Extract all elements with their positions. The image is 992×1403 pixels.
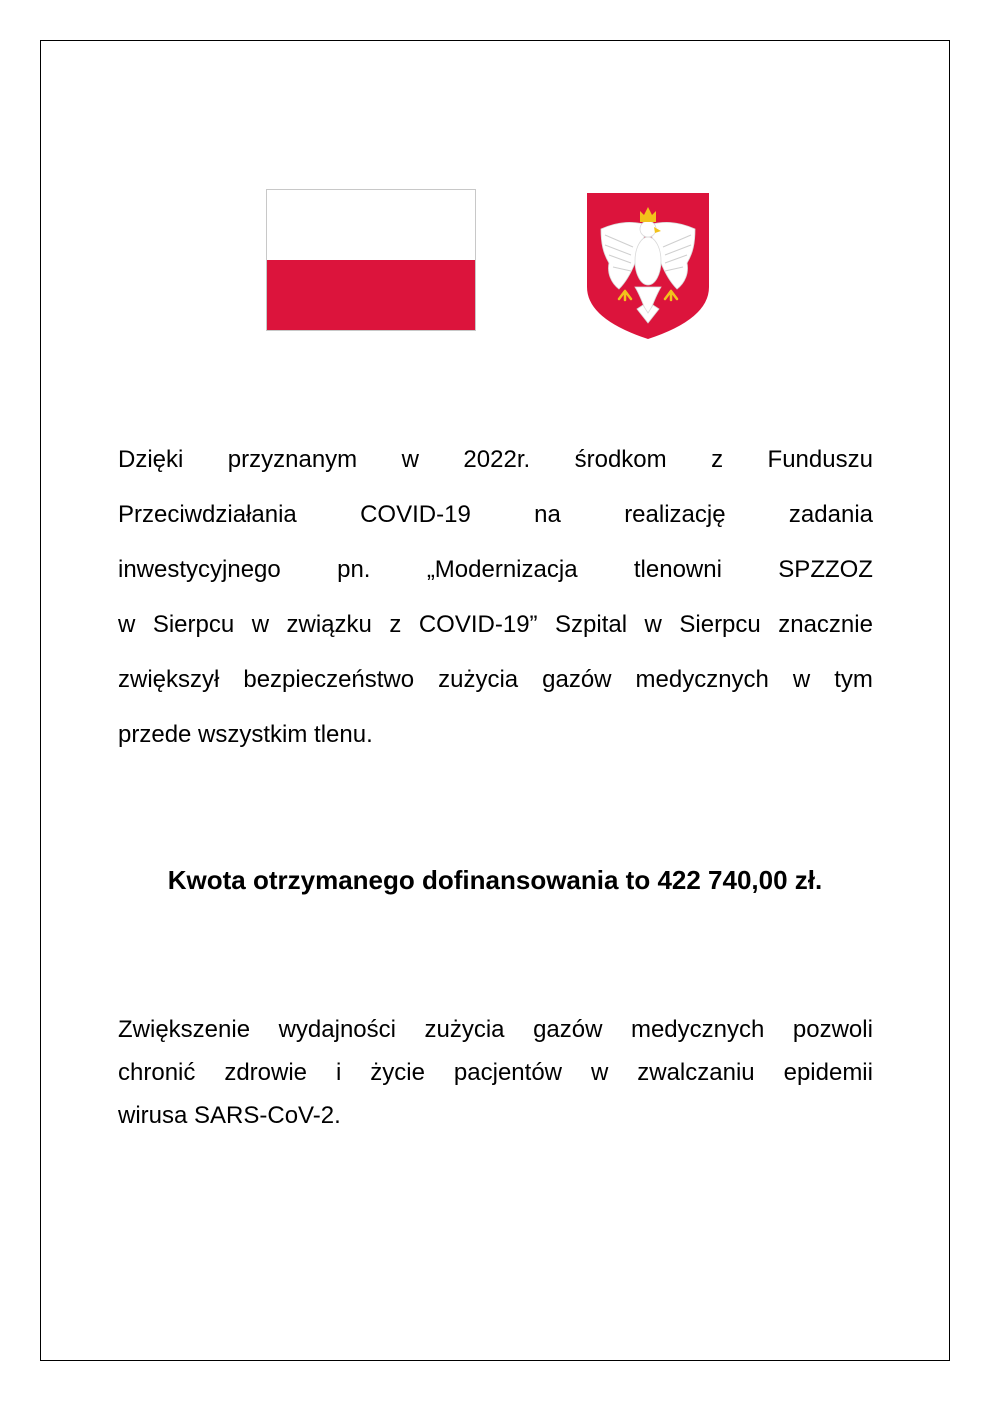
paragraph-last-line: przede wszystkim tlenu. [118,721,373,748]
funding-amount-heading: Kwota otrzymanego dofinansowania to 422 740,00 zł. [167,865,823,895]
word: zwiększył [118,666,220,693]
word: gazów [533,1016,603,1043]
word: przyznanym [227,446,358,473]
word: związku [286,611,372,638]
word: pacjentów [453,1059,562,1086]
word: chronić [118,1059,196,1086]
word: pn. [337,556,371,583]
word: medycznych [635,666,769,693]
word: Szpital [555,611,628,638]
word: COVID-19” [418,611,538,638]
word: w [590,1059,609,1086]
word: życie [370,1059,425,1086]
word: Funduszu [767,446,873,473]
word: zadania [788,501,873,528]
word: w [251,611,270,638]
word: z [711,446,724,473]
paragraph-line [118,444,873,499]
word: SPZZOZ [778,556,873,583]
paragraph-benefits [118,1014,873,1143]
word: 2022r. [463,446,531,473]
word: COVID-19 [360,501,471,528]
paragraph-line [118,1014,873,1057]
word: Sierpcu [152,611,235,638]
word: tym [834,666,873,693]
paragraph-last-line: wirusa SARS-CoV-2. [118,1102,341,1129]
word: realizację [624,501,726,528]
flag-white-stripe [267,190,475,260]
word: bezpieczeństwo [243,666,415,693]
word: w [644,611,662,638]
word: Przeciwdziałania [118,501,297,528]
paragraph-line [118,499,873,554]
paragraph-line [118,1057,873,1100]
polish-eagle-emblem-icon [585,191,711,341]
word: środkom [574,446,667,473]
word: zużycia [424,1016,505,1043]
word: wydajności [278,1016,396,1043]
word: Sierpcu [679,611,761,638]
word: w [401,446,419,473]
word: gazów [542,666,612,693]
polish-flag-icon [266,189,476,331]
paragraph-line [118,554,873,609]
paragraph-line [118,664,873,719]
word: i [335,1059,342,1086]
word: medycznych [630,1016,765,1043]
flag-red-stripe [267,260,475,330]
word: znacznie [778,611,873,638]
word: „Modernizacja [426,556,578,583]
word: pozwoli [792,1016,873,1043]
word: zdrowie [224,1059,308,1086]
word: Zwiększenie [118,1016,251,1043]
word: Dzięki [118,446,184,473]
paragraph-funding-info [118,444,873,774]
word: z [389,611,402,638]
word: inwestycyjnego [118,556,281,583]
paragraph-line [118,609,873,664]
word: w [792,666,811,693]
word: zwalczaniu [637,1059,755,1086]
word: tlenowni [633,556,722,583]
word: na [534,501,561,528]
word: zużycia [438,666,519,693]
word: epidemii [783,1059,873,1086]
word: w [118,611,136,638]
